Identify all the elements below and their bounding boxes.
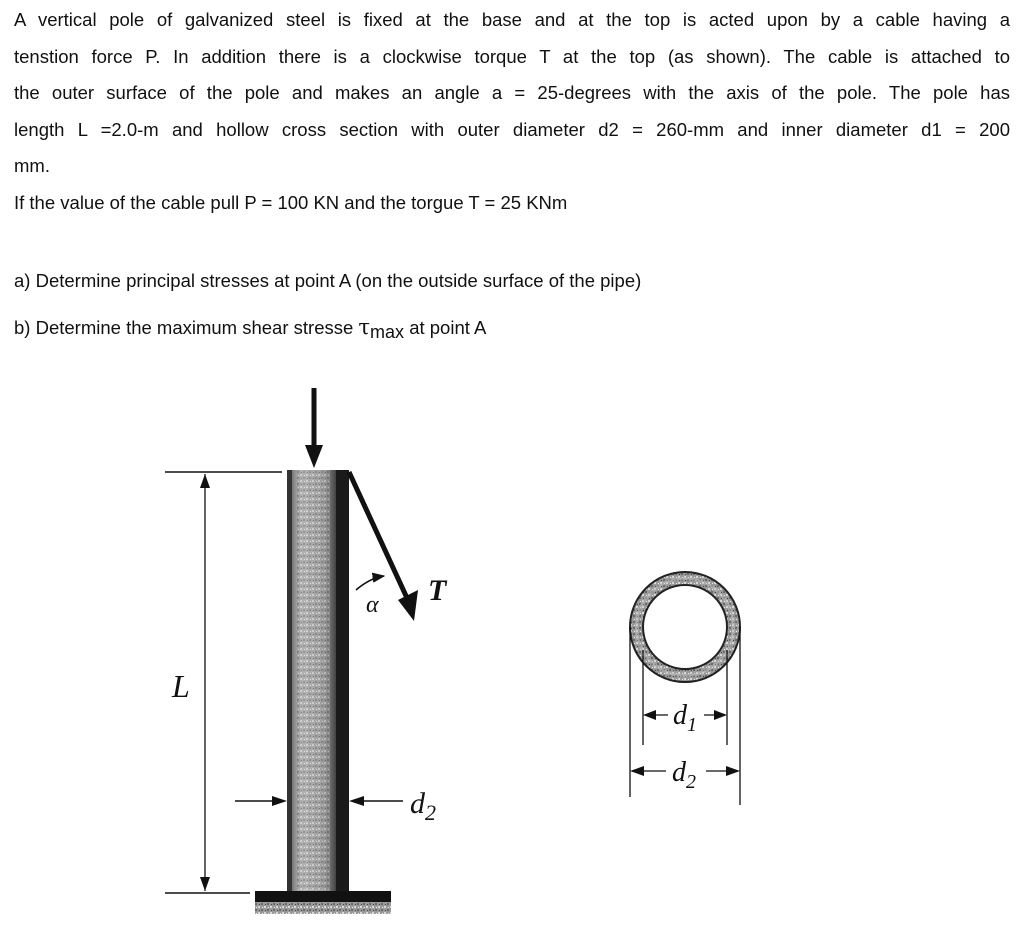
torque-label: T	[428, 574, 447, 607]
problem-line-1: A vertical pole of galvanized steel is fixed at the base and at the top is acted upon by a cable having a	[14, 9, 1010, 30]
problem-line-2: tenstion force P. In addition there is a clockwise torque T at the top (as shown). The cable is attached to	[14, 45, 1010, 67]
question-a: a) Determine principal stresses at point A (on the outside surface of the pipe)	[14, 270, 642, 291]
question-b-suffix: at point A	[404, 317, 487, 338]
pole-d2-label: $d_2$	[410, 787, 436, 825]
alpha-label: α	[366, 592, 379, 618]
length-label: L	[172, 668, 190, 704]
problem-line-3: the outer surface of the pole and makes an angle a = 25-degrees with the axis of the pole. The pole has	[14, 82, 1010, 103]
cross-section	[630, 572, 740, 682]
problem-line-6: If the value of the cable pull P = 100 KN and the torgue T = 25 KNm	[14, 191, 568, 213]
tau-subscript: max	[370, 322, 405, 342]
pole	[287, 470, 349, 891]
d2-label: $d_2$	[672, 757, 696, 793]
alpha-arc	[356, 576, 384, 590]
question-b-prefix: b) Determine the maximum shear stresse	[14, 317, 359, 338]
tau-symbol: τ	[358, 315, 371, 339]
d1-label: $d_1$	[673, 700, 697, 736]
problem-line-4: length L =2.0-m and hollow cross section with outer diameter d2 = 260-mm and inner diameter d1 = 200	[14, 118, 1010, 140]
problem-line-5: mm.	[14, 155, 50, 176]
ground-base	[255, 891, 391, 914]
load-arrow-p	[305, 388, 323, 468]
cable	[349, 472, 418, 621]
